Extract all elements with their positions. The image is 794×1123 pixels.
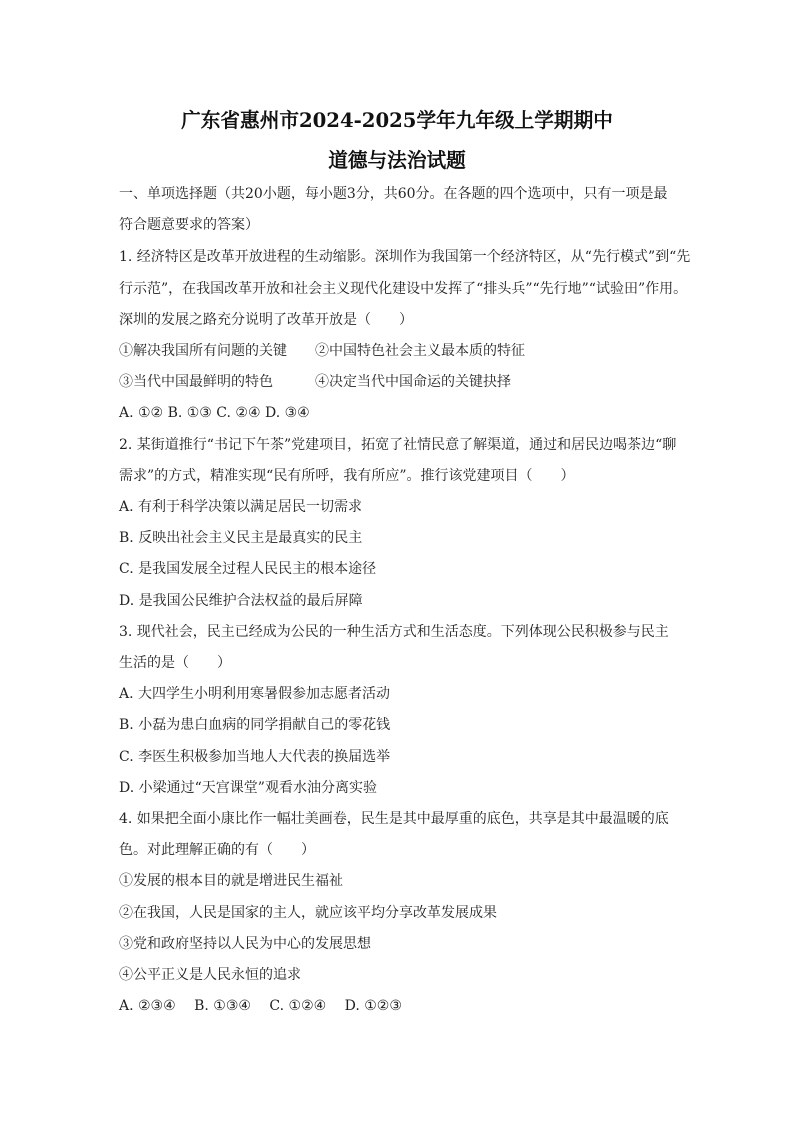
q3-stem-line-2: 生活的是（ ） — [119, 655, 231, 671]
q1-stem-line-3: 深圳的发展之路充分说明了改革开放是（ ） — [119, 312, 413, 328]
q1-statement-row-1: ①解决我国所有问题的关键 ②中国特色社会主义最本质的特征 — [119, 343, 525, 359]
q4-statement-2: ②在我国，人民是国家的主人，就应该平均分享改革发展成果 — [119, 905, 497, 921]
q4-statement-1: ①发展的根本目的就是增进民生福祉 — [119, 873, 343, 889]
q2-stem-line-1: 2. 某街道推行“书记下午茶”党建项目，拓宽了社情民意了解渠道，通过和居民边喝茶边“聊 — [119, 437, 677, 453]
q1-stem-line-2: 行示范”，在我国改革开放和社会主义现代化建设中发挥了“排头兵”“先行地”“试验田”作用。 — [119, 281, 688, 297]
q3-option-b: B. 小磊为患白血病的同学捐献自己的零花钱 — [119, 717, 391, 733]
q2-option-c: C. 是我国发展全过程人民民主的根本途径 — [119, 561, 377, 577]
q3-option-d: D. 小梁通过“天宫课堂”观看水油分离实验 — [119, 780, 377, 796]
q2-stem-line-2: 需求”的方式，精准实现“民有所呼，我有所应”。推行该党建项目（ ） — [119, 468, 575, 484]
q3-stem-line-1: 3. 现代社会，民主已经成为公民的一种生活方式和生活态度。下列体现公民积极参与民主 — [119, 624, 669, 640]
exam-title: 广东省惠州市2024-2025学年九年级上学期期中 — [181, 109, 613, 132]
q4-statement-3: ③党和政府坚持以人民为中心的发展思想 — [119, 936, 371, 952]
q1-statement-row-2: ③当代中国最鲜明的特色 ④决定当代中国命运的关键抉择 — [119, 374, 511, 390]
q2-option-b: B. 反映出社会主义民主是最真实的民主 — [119, 530, 363, 546]
q2-option-a: A. 有利于科学决策以满足居民一切需求 — [119, 499, 363, 515]
q4-stem-line-1: 4. 如果把全面小康比作一幅壮美画卷，民生是其中最厚重的底色，共享是其中最温暖的底 — [119, 811, 669, 827]
section-heading-line-2: 符合题意要求的答案） — [119, 217, 259, 233]
q1-options: A. ①② B. ①③ C. ②④ D. ③④ — [119, 405, 310, 421]
q4-statement-4: ④公平正义是人民永恒的追求 — [119, 967, 301, 983]
q4-options: A. ②③④ B. ①③④ C. ①②④ D. ①②③ — [119, 998, 402, 1014]
q4-stem-line-2: 色。对此理解正确的有（ ） — [119, 842, 315, 858]
q3-option-c: C. 李医生积极参加当地人大代表的换届选举 — [119, 749, 391, 765]
q3-option-a: A. 大四学生小明利用寒暑假参加志愿者活动 — [119, 686, 391, 702]
exam-subject-title: 道德与法治试题 — [328, 149, 466, 172]
section-heading-line-1: 一、单项选择题（共20小题，每小题3分，共60分。在各题的四个选项中，只有一项是最 — [119, 186, 668, 202]
q1-stem-line-1: 1. 经济特区是改革开放进程的生动缩影。深圳作为我国第一个经济特区，从“先行模式”到“先 — [119, 249, 691, 265]
q2-option-d: D. 是我国公民维护合法权益的最后屏障 — [119, 593, 363, 609]
